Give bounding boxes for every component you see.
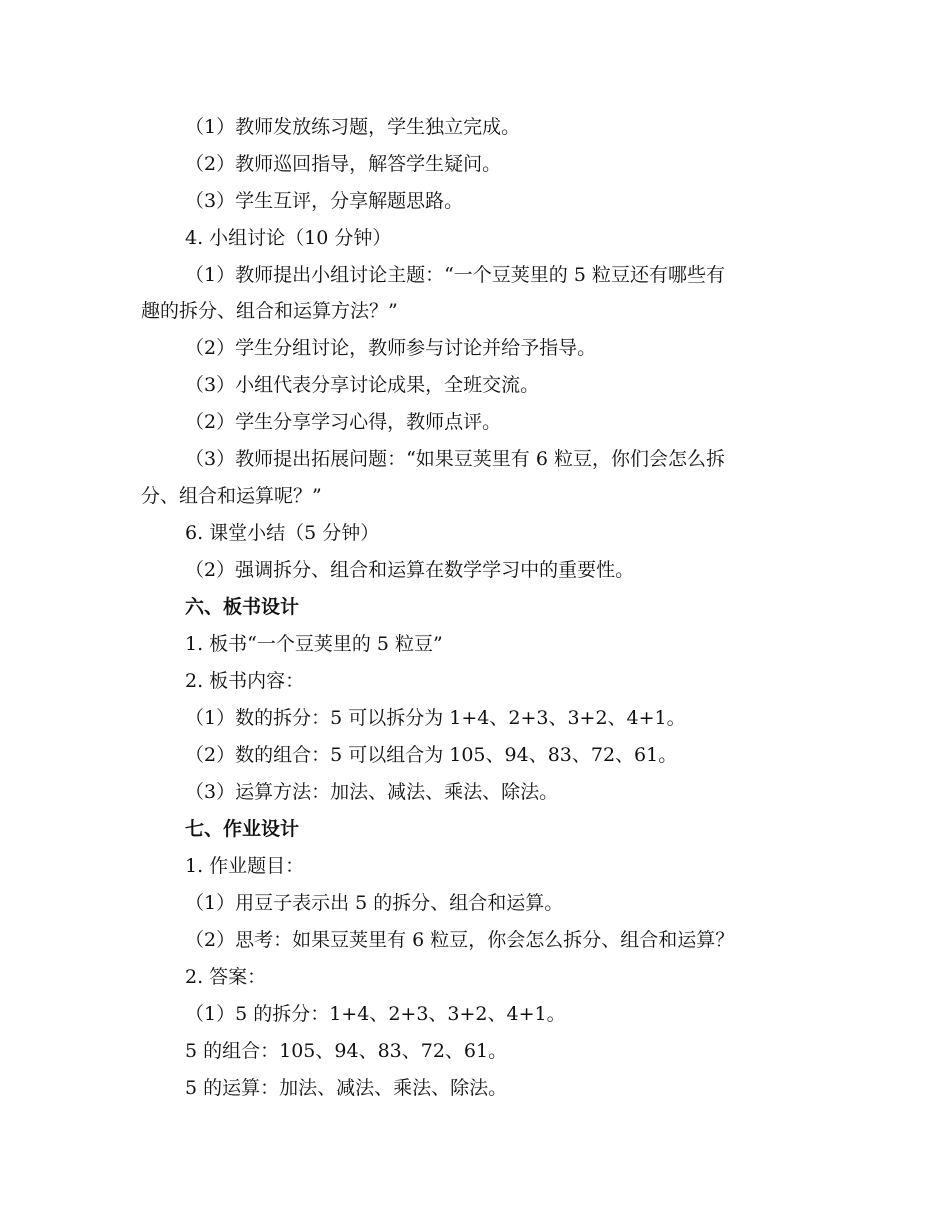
text-line: （1）数的拆分：5 可以拆分为 1+4、2+3、3+2、4+1。: [185, 707, 686, 729]
text-line: 2. 答案：: [185, 966, 267, 988]
text-line: （3）教师提出拓展问题：“如果豆荚里有 6 粒豆，你们会怎么拆: [185, 448, 725, 470]
text-line: （1）教师提出小组讨论主题：“一个豆荚里的 5 粒豆还有哪些有: [185, 264, 725, 286]
section-heading: 七、作业设计: [185, 818, 300, 840]
text-line: 趣的拆分、组合和运算方法？”: [141, 300, 398, 322]
text-line: 5 的组合：105、94、83、72、61。: [185, 1040, 508, 1062]
text-line: （2）数的组合：5 可以组合为 105、94、83、72、61。: [185, 744, 678, 766]
text-line: （2）学生分组讨论，教师参与讨论并给予指导。: [185, 337, 597, 359]
text-line: （2）学生分享学习心得，教师点评。: [185, 411, 502, 433]
text-line: （3）小组代表分享讨论成果，全班交流。: [185, 374, 540, 396]
text-line: （2）思考：如果豆荚里有 6 粒豆，你会怎么拆分、组合和运算？: [185, 929, 735, 951]
text-line: 1. 板书“一个豆荚里的 5 粒豆”: [185, 633, 443, 655]
section-heading: 六、板书设计: [185, 596, 300, 618]
text-line: （3）运算方法：加法、减法、乘法、除法。: [185, 781, 559, 803]
text-line: 2. 板书内容：: [185, 670, 305, 692]
text-line: 6. 课堂小结（5 分钟）: [185, 522, 380, 544]
text-line: 1. 作业题目：: [185, 855, 305, 877]
text-line: 分、组合和运算呢？”: [141, 485, 322, 507]
text-line: （1）5 的拆分：1+4、2+3、3+2、4+1。: [185, 1003, 566, 1025]
text-line: 4. 小组讨论（10 分钟）: [185, 227, 392, 249]
text-line: （3）学生互评，分享解题思路。: [185, 190, 464, 212]
text-line: （1）教师发放练习题，学生独立完成。: [185, 116, 521, 138]
text-line: （2）教师巡回指导，解答学生疑问。: [185, 153, 502, 175]
text-line: （2）强调拆分、组合和运算在数学学习中的重要性。: [185, 559, 635, 581]
text-line: （1）用豆子表示出 5 的拆分、组合和运算。: [185, 892, 564, 914]
text-line: 5 的运算：加法、减法、乘法、除法。: [185, 1077, 508, 1099]
